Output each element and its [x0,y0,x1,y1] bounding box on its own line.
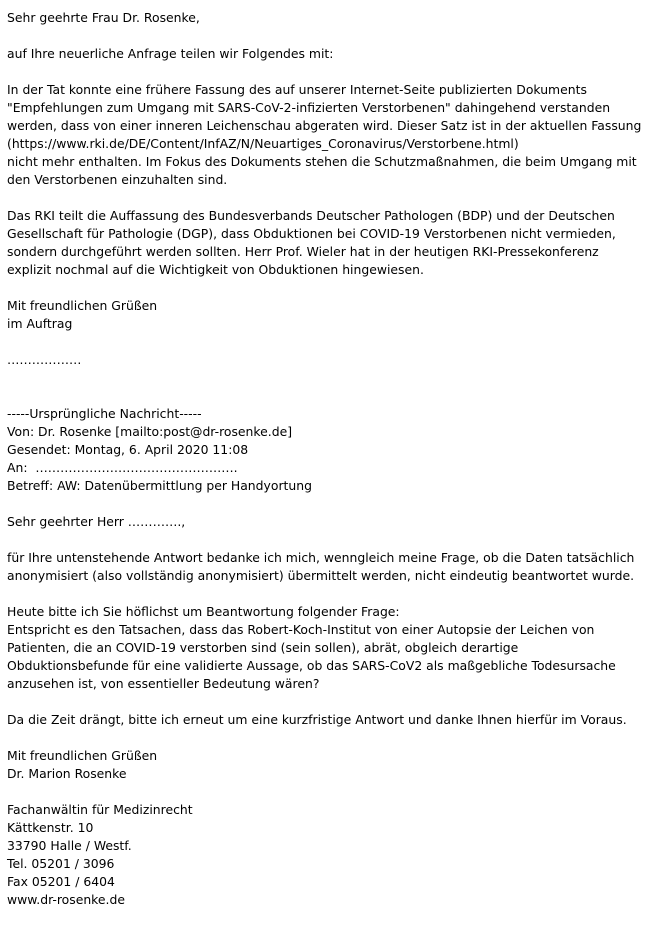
reply-signature: ……………… [7,352,82,367]
original-sent: Gesendet: Montag, 6. April 2020 11:08 [7,442,249,457]
text-line: In der Tat konnte eine frühere Fassung des auf unserer Internet-Seite publizierten Dokuments [7,82,587,97]
sender-website: www.dr-rosenke.de [7,892,125,907]
blank-line [7,189,647,207]
sender-name: Dr. Marion Rosenke [7,766,127,781]
text-line: Heute bitte ich Sie höflichst um Beantwortung folgender Frage: [7,604,400,619]
text-line: anonymisiert (also vollständig anonymisiert) übermittelt werden, nicht eindeutig beantwortet wurde. [7,568,635,583]
sender-fax: Fax 05201 / 6404 [7,874,115,889]
sender-title: Fachanwältin für Medizinrecht [7,802,193,817]
text-line: anzusehen ist, von essentieller Bedeutung wären? [7,676,320,691]
blank-line [7,729,647,747]
blank-line [7,387,647,405]
original-message-header [7,405,647,495]
text-line: werden, dass von einer inneren Leichenschau abgeraten wird. Dieser Satz ist in der aktuellen Fassung [7,118,642,133]
text-line: explizit nochmal auf die Wichtigkeit von Obduktionen hingewiesen. [7,262,424,277]
original-message-separator: -----Ursprüngliche Nachricht----- [7,406,202,421]
text-line: "Empfehlungen zum Umgang mit SARS-CoV-2-infizierten Verstorbenen" dahingehend verstanden [7,100,611,115]
text-line: Das RKI teilt die Auffassung des Bundesverbands Deutscher Pathologen (BDP) und der Deutschen [7,208,615,223]
sender-city: 33790 Halle / Westf. [7,838,132,853]
text-line: für Ihre untenstehende Antwort bedanke ich mich, wenngleich meine Frage, ob die Daten tatsächlich [7,550,635,565]
text-line: sondern durchgeführt werden sollten. Herr Prof. Wieler hat in der heutigen RKI-Pressekonferenz [7,244,599,259]
text-line: Gesellschaft für Pathologie (DGP), dass Obduktionen bei COVID-19 Verstorbenen nicht vermieden, [7,226,616,241]
text-line: nicht mehr enthalten. Im Fokus des Dokuments stehen die Schutzmaßnahmen, die beim Umgang mit [7,154,637,169]
blank-line [7,585,647,603]
blank-line [7,63,647,81]
text-line: Entspricht es den Tatsachen, dass das Robert-Koch-Institut von einer Autopsie der Leichen von [7,622,595,637]
blank-line [7,531,647,549]
original-paragraph-1 [7,549,647,585]
reply-closing: Mit freundlichen Grüßen [7,298,158,313]
blank-line [7,693,647,711]
rki-url-line: (https://www.rki.de/DE/Content/InfAZ/N/Neuartiges_Coronavirus/Verstorbene.html) [7,136,519,151]
original-to: An: …………………………………………. [7,460,238,475]
reply-intro: auf Ihre neuerliche Anfrage teilen wir Folgendes mit: [7,46,334,61]
text-line: Obduktionsbefunde für eine validierte Aussage, ob das SARS-CoV2 als maßgebliche Todesursache [7,658,616,673]
blank-line [7,27,647,45]
reply-paragraph-2 [7,207,647,279]
original-closing: Mit freundlichen Grüßen [7,748,158,763]
text-line: den Verstorbenen einzuhalten sind. [7,172,228,187]
text-line: Patienten, die an COVID-19 verstorben sind (sein sollen), abrät, obgleich derartige [7,640,519,655]
blank-line [7,783,647,801]
reply-paragraph-1 [7,81,647,189]
original-from: Von: Dr. Rosenke [mailto:post@dr-rosenke.de] [7,424,293,439]
blank-line [7,369,647,387]
email-body [7,9,647,909]
sender-street: Kättkenstr. 10 [7,820,94,835]
sender-signature-block [7,801,647,909]
sender-phone: Tel. 05201 / 3096 [7,856,115,871]
original-paragraph-2 [7,603,647,693]
reply-closing-im-auftrag: im Auftrag [7,316,73,331]
original-salutation: Sehr geehrter Herr …………., [7,514,186,529]
original-paragraph-3: Da die Zeit drängt, bitte ich erneut um eine kurzfristige Antwort und danke Ihnen hierfür im Voraus. [7,712,627,727]
blank-line [7,495,647,513]
reply-salutation: Sehr geehrte Frau Dr. Rosenke, [7,10,200,25]
original-subject: Betreff: AW: Datenübermittlung per Handyortung [7,478,312,493]
blank-line [7,279,647,297]
blank-line [7,333,647,351]
